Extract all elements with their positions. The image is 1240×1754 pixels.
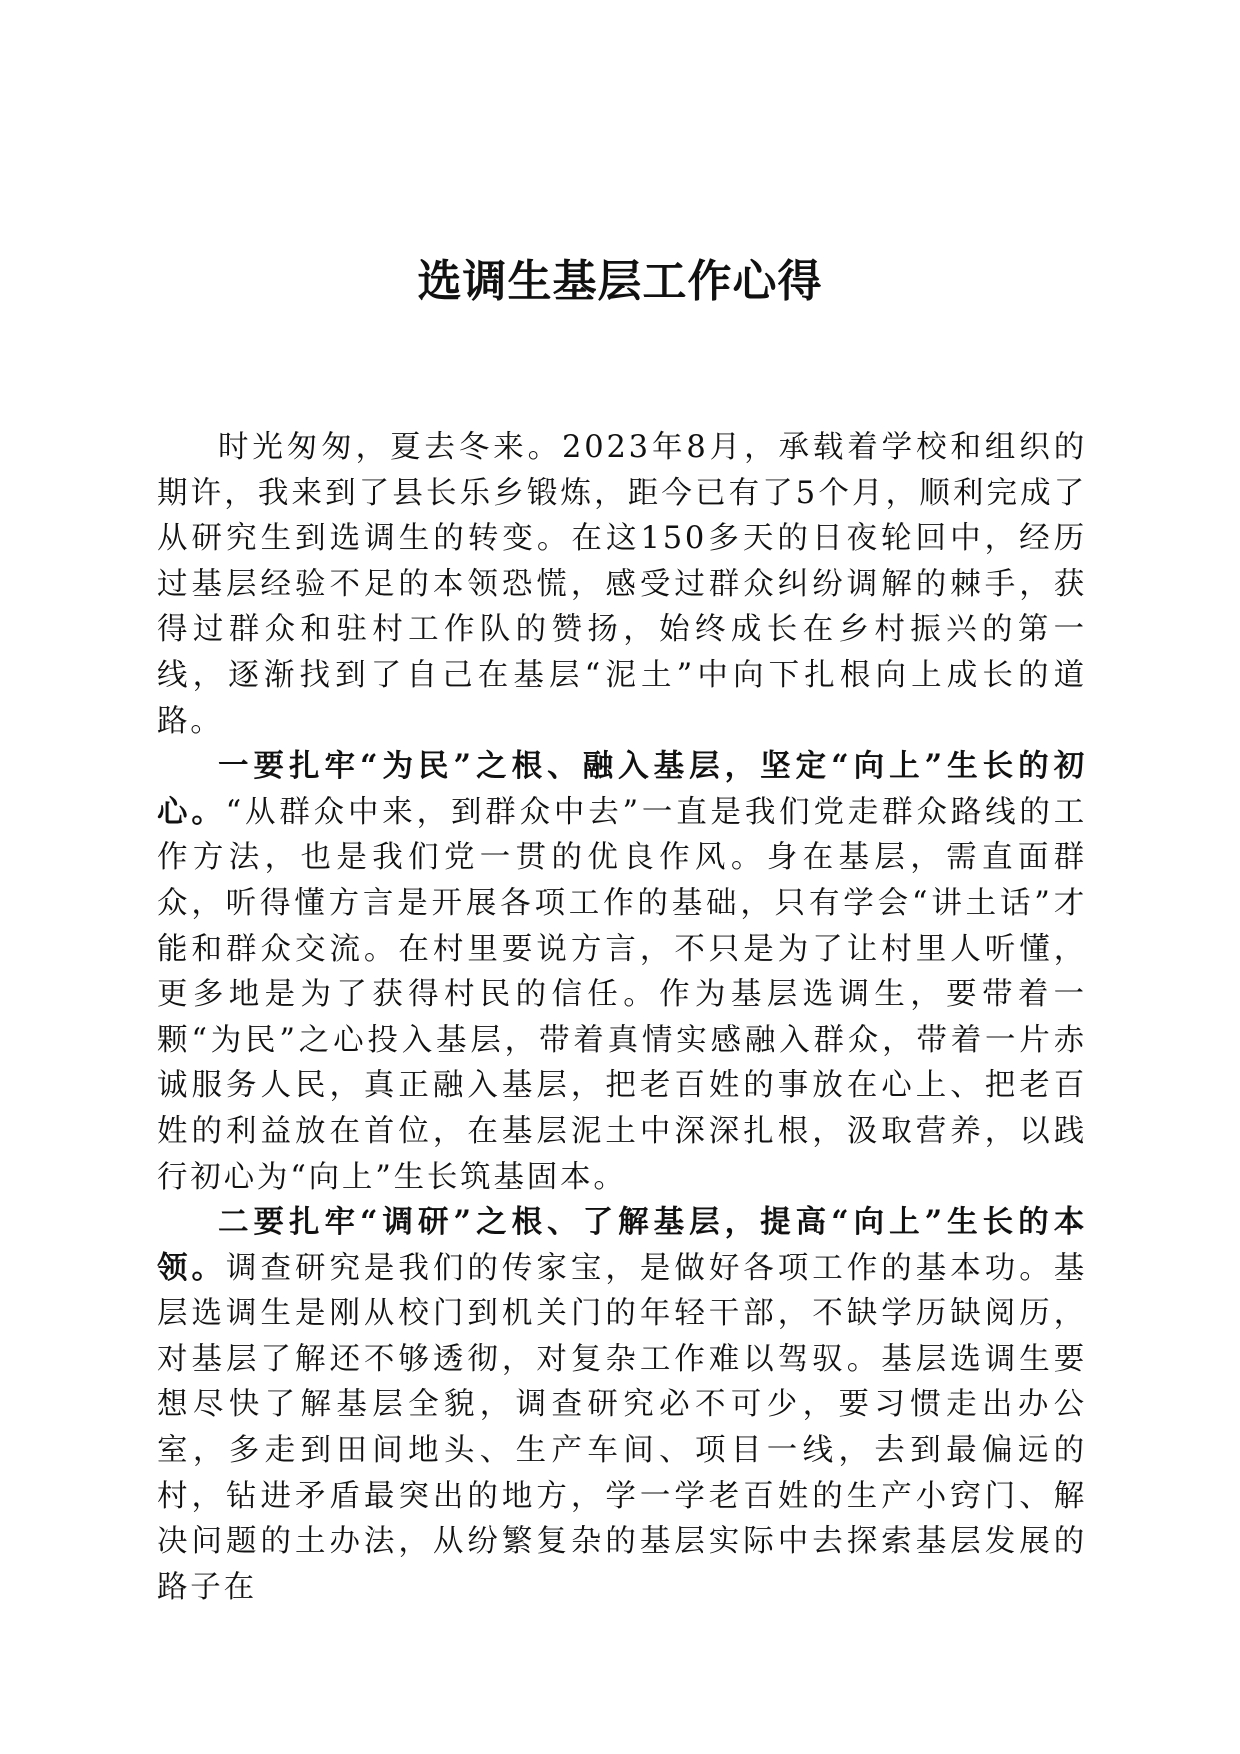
paragraph-intro	[157, 425, 1087, 744]
paragraph-text: 调查研究是我们的传家宝，是做好各项工作的基本功。基层选调生是刚从校门到机关门的年轻干部，不缺学历缺阅历，对基层了解还不够透彻，对复杂工作难以驾驭。基层选调生要想尽快了解基层全貌，调查研究必不可少，要习惯走出办公室，多走到田间地头、生产车间、项目一线，去到最偏远的村，钻进矛盾最突出的地方，学一学老百姓的生产小窍门、解决问题的土办法，从纷繁复杂的基层实际中去探索基层发展的路子在	[157, 1250, 1087, 1605]
paragraph-point-two	[157, 1200, 1087, 1610]
paragraph-text: “从群众中来，到群众中去”一直是我们党走群众路线的工作方法，也是我们党一贯的优良作风。身在基层，需直面群众，听得懂方言是开展各项工作的基础，只有学会“讲土话”才能和群众交流。在村里要说方言，不只是为了让村里人听懂，更多地是为了获得村民的信任。作为基层选调生，要带着一颗“为民”之心投入基层，带着真情实感融入群众，带着一片赤诚服务人民，真正融入基层，把老百姓的事放在心上、把老百姓的利益放在首位，在基层泥土中深深扎根，汲取营养，以践行初心为“向上”生长筑基固本。	[157, 794, 1088, 1195]
paragraph-text: 时光匆匆，夏去冬来。2023年8月，承载着学校和组织的期许，我来到了县长乐乡锻炼，距今已有了5个月，顺利完成了从研究生到选调生的转变。在这150多天的日夜轮回中，经历过基层经验不足的本领恐慌，感受过群众纠纷调解的棘手，获得过群众和驻村工作队的赞扬，始终成长在乡村振兴的第一线，逐渐找到了自己在基层“泥土”中向下扎根向上成长的道路。	[157, 430, 1087, 739]
paragraph-lead: 一要扎牢“为民”之根、融入基层，坚定“向上”生长的初心。	[157, 748, 1087, 830]
paragraph-point-one	[157, 744, 1087, 1200]
document-title: 选调生基层工作心得	[417, 256, 823, 307]
paragraph-lead: 二要扎牢“调研”之根、了解基层，提高“向上”生长的本领。	[157, 1204, 1087, 1286]
document-body	[157, 425, 1087, 1610]
